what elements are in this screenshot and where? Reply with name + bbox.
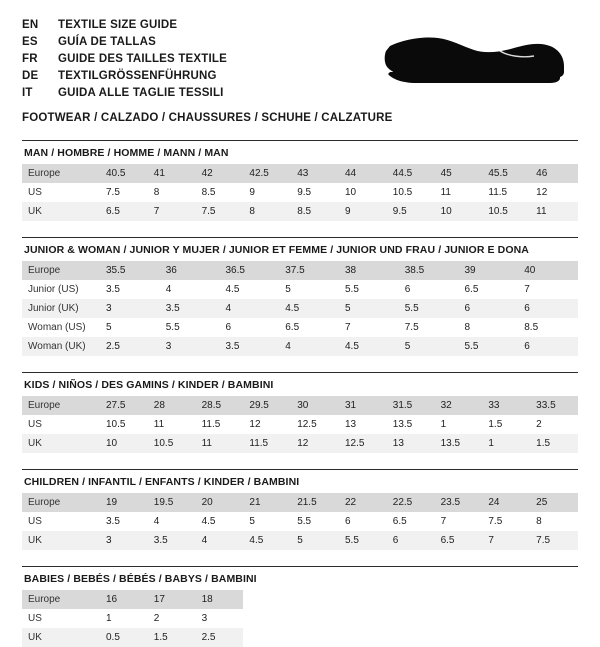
size-cell: 44 xyxy=(339,164,387,183)
size-cell: 10 xyxy=(100,434,148,453)
size-cell xyxy=(387,628,435,647)
size-cell: 19 xyxy=(100,493,148,512)
size-cell: 1 xyxy=(440,419,447,430)
size-cell: 8 xyxy=(464,322,471,333)
size-cell: 10.5 xyxy=(148,434,196,453)
size-cell xyxy=(530,609,578,628)
size-cell: 13.5 xyxy=(392,419,413,430)
size-cell: 4.5 xyxy=(201,516,216,527)
size-cell: 6.5 xyxy=(392,516,407,527)
size-cell: 8.5 xyxy=(201,187,216,198)
size-cell: 24 xyxy=(482,493,530,512)
row-label: US xyxy=(28,613,42,624)
size-cell: 4 xyxy=(220,299,280,318)
size-cell: 7.5 xyxy=(196,202,244,221)
size-cell xyxy=(291,609,339,628)
size-cell: 10 xyxy=(435,202,483,221)
language-text: TEXTILE SIZE GUIDE xyxy=(58,19,178,31)
row-label: Europe xyxy=(22,164,100,183)
language-code: DE xyxy=(22,70,39,82)
size-cell: 5.5 xyxy=(399,299,459,318)
size-cell: 39 xyxy=(459,261,519,280)
row-label: Europe xyxy=(22,590,100,609)
size-cell: 16 xyxy=(100,590,148,609)
row-label: US xyxy=(28,419,42,430)
row-label: UK xyxy=(22,628,100,647)
size-cell: 28.5 xyxy=(196,396,244,415)
size-cell: 5 xyxy=(249,516,255,527)
table-row xyxy=(22,628,578,647)
size-cell: 46 xyxy=(530,164,578,183)
size-group-title: CHILDREN / INFANTIL / ENFANTS / KINDER / BAMBINI xyxy=(22,469,578,493)
size-cell: 20 xyxy=(196,493,244,512)
size-cell: 7 xyxy=(345,322,351,333)
language-code: EN xyxy=(22,19,39,31)
language-row xyxy=(22,35,227,50)
size-cell: 33 xyxy=(482,396,530,415)
size-cell: 45.5 xyxy=(482,164,530,183)
table-row xyxy=(22,493,578,512)
size-tables xyxy=(22,140,578,647)
size-cell: 3.5 xyxy=(106,516,120,527)
size-cell: 41 xyxy=(148,164,196,183)
table-row xyxy=(22,261,578,280)
size-cell: 5.5 xyxy=(345,284,359,295)
size-cell: 10.5 xyxy=(106,419,126,430)
size-cell: 6.5 xyxy=(435,531,483,550)
size-cell: 6 xyxy=(404,284,411,295)
size-cell xyxy=(339,609,387,628)
language-code: FR xyxy=(22,53,38,65)
size-cell: 7 xyxy=(524,284,530,295)
row-label: US xyxy=(28,516,42,527)
size-cell: 44.5 xyxy=(387,164,435,183)
size-cell: 13.5 xyxy=(435,434,483,453)
size-cell: 11.5 xyxy=(201,419,221,430)
size-cell: 30 xyxy=(291,396,339,415)
size-cell: 5.5 xyxy=(339,531,387,550)
size-cell: 5.5 xyxy=(165,322,180,333)
size-table-group xyxy=(22,469,578,550)
size-cell: 19.5 xyxy=(148,493,196,512)
size-cell: 18 xyxy=(196,590,244,609)
table-row xyxy=(22,434,578,453)
size-table xyxy=(22,164,578,221)
size-group-title: BABIES / BEBÉS / BÉBÉS / BABYS / BAMBINI xyxy=(22,566,578,590)
size-cell xyxy=(530,628,578,647)
size-cell: 2.5 xyxy=(100,337,160,356)
size-table xyxy=(22,261,578,356)
dress-shoe-icon xyxy=(382,16,572,96)
language-row xyxy=(22,18,227,33)
size-cell: 11 xyxy=(153,419,165,430)
size-cell: 12 xyxy=(291,434,339,453)
size-cell: 5 xyxy=(106,322,112,333)
size-cell: 11 xyxy=(440,187,451,198)
table-row xyxy=(22,609,578,628)
size-cell: 38 xyxy=(339,261,399,280)
table-row xyxy=(22,280,578,299)
size-cell: 3.5 xyxy=(220,337,280,356)
size-cell xyxy=(435,609,483,628)
table-row xyxy=(22,415,578,434)
table-row xyxy=(22,531,578,550)
size-cell: 7 xyxy=(482,531,530,550)
size-cell: 13 xyxy=(344,419,357,430)
size-cell: 12.5 xyxy=(339,434,387,453)
size-cell: 6 xyxy=(387,531,435,550)
size-cell: 5 xyxy=(285,284,291,295)
size-cell: 6 xyxy=(518,299,578,318)
language-row xyxy=(22,52,227,67)
size-cell: 2 xyxy=(153,613,160,624)
size-cell: 8 xyxy=(536,516,542,527)
size-cell: 11 xyxy=(196,434,244,453)
size-cell: 11 xyxy=(530,202,578,221)
size-cell: 12 xyxy=(536,187,548,198)
size-cell xyxy=(243,609,291,628)
row-label: Junior (UK) xyxy=(22,299,100,318)
row-label: Woman (US) xyxy=(28,322,86,333)
size-cell: 3 xyxy=(100,531,148,550)
size-cell: 6.5 xyxy=(100,202,148,221)
table-row xyxy=(22,512,578,531)
size-cell: 21.5 xyxy=(291,493,339,512)
row-label: Junior (US) xyxy=(28,284,79,295)
size-cell: 4 xyxy=(279,337,339,356)
size-cell: 43 xyxy=(291,164,339,183)
size-cell: 12.5 xyxy=(297,419,317,430)
row-label: Woman (UK) xyxy=(22,337,100,356)
size-cell: 9.5 xyxy=(297,187,312,198)
row-label: Europe xyxy=(22,261,100,280)
language-text: TEXTILGRÖSSENFÜHRUNG xyxy=(58,70,217,82)
size-cell: 4 xyxy=(196,531,244,550)
size-cell: 6.5 xyxy=(464,284,479,295)
size-cell: 4 xyxy=(153,516,160,527)
size-cell: 9 xyxy=(249,187,255,198)
size-table xyxy=(22,493,578,550)
size-cell: 9 xyxy=(339,202,387,221)
size-cell: 3 xyxy=(201,613,208,624)
size-cell: 6 xyxy=(344,516,351,527)
language-text: GUÍA DE TALLAS xyxy=(58,36,156,48)
size-cell: 11.5 xyxy=(243,434,291,453)
size-cell: 42 xyxy=(196,164,244,183)
size-table-group xyxy=(22,237,578,356)
table-row xyxy=(22,396,578,415)
size-cell xyxy=(339,628,387,647)
size-cell: 10.5 xyxy=(482,202,530,221)
size-cell: 36 xyxy=(160,261,220,280)
size-cell: 0.5 xyxy=(100,628,148,647)
size-cell: 4.5 xyxy=(279,299,339,318)
size-group-title: KIDS / NIÑOS / DES GAMINS / KINDER / BAMBINI xyxy=(22,372,578,396)
size-cell: 27.5 xyxy=(100,396,148,415)
size-cell: 5.5 xyxy=(297,516,312,527)
size-cell: 3 xyxy=(160,337,220,356)
size-cell: 2.5 xyxy=(196,628,244,647)
size-cell: 7.5 xyxy=(404,322,419,333)
size-cell: 8.5 xyxy=(291,202,339,221)
size-cell: 5 xyxy=(291,531,339,550)
size-cell: 31 xyxy=(339,396,387,415)
size-cell: 17 xyxy=(148,590,196,609)
size-table xyxy=(22,396,578,453)
size-cell: 1.5 xyxy=(530,434,578,453)
size-cell: 25 xyxy=(530,493,578,512)
size-cell: 22.5 xyxy=(387,493,435,512)
size-cell: 7 xyxy=(148,202,196,221)
size-cell: 7.5 xyxy=(530,531,578,550)
size-cell: 40.5 xyxy=(100,164,148,183)
size-cell: 6 xyxy=(459,299,519,318)
size-cell xyxy=(435,628,483,647)
size-cell: 38.5 xyxy=(399,261,459,280)
size-cell: 1 xyxy=(482,434,530,453)
table-row xyxy=(22,337,578,356)
size-cell: 22 xyxy=(339,493,387,512)
size-cell xyxy=(243,628,291,647)
size-cell: 7 xyxy=(440,516,447,527)
size-cell: 7.5 xyxy=(488,516,503,527)
size-cell: 7.5 xyxy=(106,187,120,198)
size-table-group xyxy=(22,140,578,221)
table-row xyxy=(22,183,578,202)
row-label: US xyxy=(28,187,42,198)
size-cell: 3.5 xyxy=(148,531,196,550)
size-cell: 8 xyxy=(243,202,291,221)
language-list xyxy=(22,16,227,101)
size-cell: 35.5 xyxy=(100,261,160,280)
size-table-group xyxy=(22,566,578,647)
table-row xyxy=(22,318,578,337)
size-cell: 4.5 xyxy=(225,284,240,295)
row-label: Europe xyxy=(22,493,100,512)
size-cell: 40 xyxy=(518,261,578,280)
table-row xyxy=(22,299,578,318)
size-cell: 6 xyxy=(225,322,232,333)
page-title: FOOTWEAR / CALZADO / CHAUSSURES / SCHUHE / CALZATURE xyxy=(22,112,393,124)
size-cell: 9.5 xyxy=(387,202,435,221)
language-code: ES xyxy=(22,36,38,48)
size-cell: 4.5 xyxy=(243,531,291,550)
document-header xyxy=(22,16,578,102)
language-text: GUIDA ALLE TAGLIE TESSILI xyxy=(58,87,224,99)
row-label: Europe xyxy=(22,396,100,415)
size-cell: 8.5 xyxy=(524,322,539,333)
size-cell: 42.5 xyxy=(243,164,291,183)
size-cell: 4.5 xyxy=(339,337,399,356)
size-cell xyxy=(387,609,435,628)
language-row xyxy=(22,86,227,101)
size-cell: 29.5 xyxy=(243,396,291,415)
size-cell: 1.5 xyxy=(488,419,503,430)
size-cell: 5.5 xyxy=(459,337,519,356)
table-row xyxy=(22,202,578,221)
size-cell: 6.5 xyxy=(285,322,300,333)
size-cell: 21 xyxy=(243,493,291,512)
size-cell: 1.5 xyxy=(148,628,196,647)
language-row xyxy=(22,69,227,84)
language-text: GUIDE DES TAILLES TEXTILE xyxy=(58,53,227,65)
size-cell: 45 xyxy=(435,164,483,183)
size-cell: 10 xyxy=(344,187,357,198)
table-row xyxy=(22,164,578,183)
size-cell: 5 xyxy=(399,337,459,356)
size-cell: 3.5 xyxy=(106,284,120,295)
size-cell: 4 xyxy=(165,284,172,295)
size-cell: 33.5 xyxy=(530,396,578,415)
size-group-title: JUNIOR & WOMAN / JUNIOR Y MUJER / JUNIOR ET FEMME / JUNIOR UND FRAU / JUNIOR E DONA xyxy=(22,237,578,261)
size-cell: 3.5 xyxy=(160,299,220,318)
size-cell: 2 xyxy=(536,419,542,430)
size-cell: 13 xyxy=(387,434,435,453)
size-cell: 12 xyxy=(249,419,261,430)
size-cell: 5 xyxy=(339,299,399,318)
size-cell: 10.5 xyxy=(392,187,413,198)
size-table xyxy=(22,590,578,647)
size-cell: 32 xyxy=(435,396,483,415)
size-cell: 37.5 xyxy=(279,261,339,280)
size-cell: 3 xyxy=(100,299,160,318)
size-group-title: MAN / HOMBRE / HOMME / MANN / MAN xyxy=(22,140,578,164)
size-cell xyxy=(482,609,530,628)
size-cell: 28 xyxy=(148,396,196,415)
size-cell: 31.5 xyxy=(387,396,435,415)
size-cell: 1 xyxy=(106,613,112,624)
size-cell xyxy=(291,628,339,647)
row-label: UK xyxy=(22,434,100,453)
row-label: UK xyxy=(22,531,100,550)
size-cell: 8 xyxy=(153,187,160,198)
row-label: UK xyxy=(22,202,100,221)
size-table-group xyxy=(22,372,578,453)
size-cell: 11.5 xyxy=(488,187,508,198)
size-cell: 36.5 xyxy=(220,261,280,280)
language-code: IT xyxy=(22,87,33,99)
size-cell: 6 xyxy=(518,337,578,356)
size-cell: 23.5 xyxy=(435,493,483,512)
size-cell xyxy=(482,628,530,647)
